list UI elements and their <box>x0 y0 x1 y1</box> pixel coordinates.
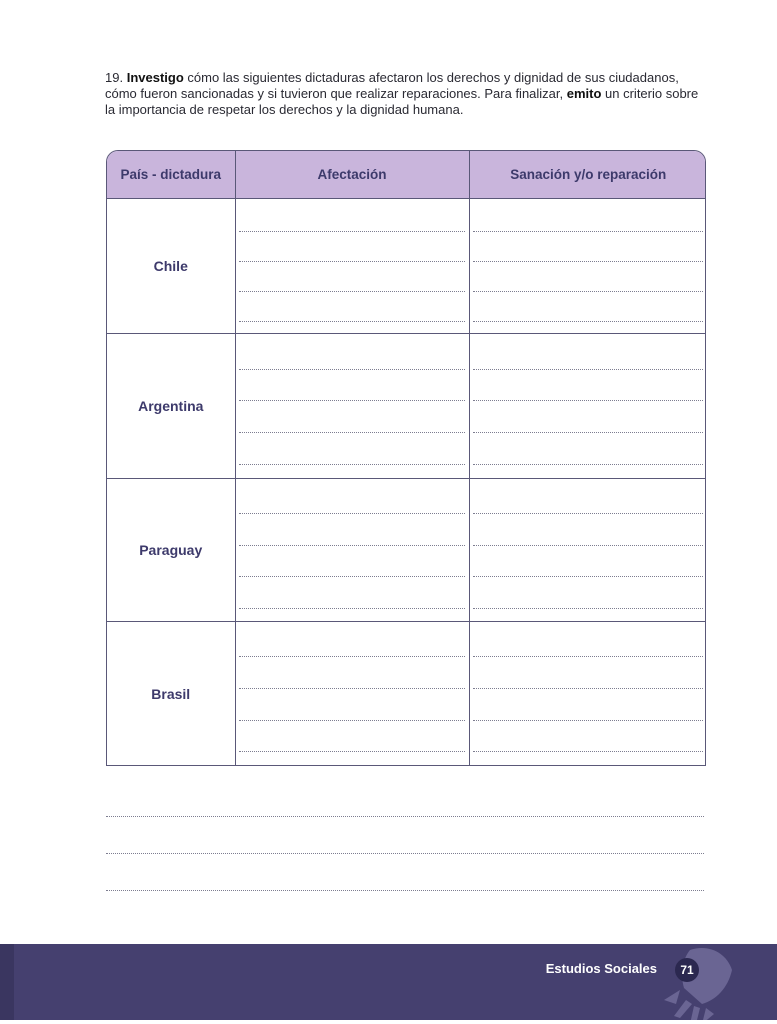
sanction-answer-cell[interactable] <box>469 478 706 621</box>
answer-dotted-line <box>239 369 465 370</box>
answer-dotted-line <box>473 464 704 465</box>
answer-dotted-line <box>239 576 465 577</box>
answer-dotted-line <box>239 261 465 262</box>
table-row <box>107 334 706 478</box>
answer-dotted-line <box>473 720 704 721</box>
answer-dotted-line <box>239 545 465 546</box>
affectation-answer-cell[interactable] <box>235 478 469 621</box>
country-cell: Chile <box>107 199 235 334</box>
header-sanction: Sanación y/o reparación <box>469 151 706 199</box>
answer-dotted-line <box>473 576 704 577</box>
rocket-icon <box>650 944 750 1020</box>
answer-dotted-line <box>239 464 465 465</box>
answer-dotted-line <box>473 688 704 689</box>
answer-dotted-line <box>473 751 704 752</box>
instruction-verb-emito: emito <box>566 86 602 101</box>
activity-instructions <box>105 70 705 118</box>
affectation-answer-cell[interactable] <box>235 622 469 765</box>
footer-side-strip <box>0 944 14 1020</box>
answer-dotted-line <box>473 513 704 514</box>
answer-dotted-line <box>473 432 704 433</box>
answer-dotted-line <box>473 608 704 609</box>
answer-dotted-line <box>473 321 704 322</box>
sanction-answer-cell[interactable] <box>469 334 706 478</box>
instruction-text-1: cómo las siguientes dictaduras afectaron los derechos y dignidad de sus ciudadanos, cómo fueron sancionadas y si tuvieron que realizar reparaciones. Para finalizar, <box>105 70 679 101</box>
answer-dotted-line <box>239 608 465 609</box>
table-row <box>107 199 706 334</box>
answer-dotted-line <box>473 291 704 292</box>
page-footer <box>0 944 777 1020</box>
page-number: 71 <box>675 958 699 982</box>
table-header-row <box>107 151 706 199</box>
answer-dotted-line <box>239 321 465 322</box>
answer-dotted-line <box>239 751 465 752</box>
subject-title: Estudios Sociales <box>545 961 657 976</box>
country-cell: Brasil <box>107 622 235 765</box>
answer-dotted-line <box>473 656 704 657</box>
country-cell: Paraguay <box>107 478 235 621</box>
instruction-verb-investigo: Investigo <box>126 70 184 85</box>
conclusion-answer-line[interactable] <box>106 890 704 891</box>
answer-dotted-line <box>473 261 704 262</box>
header-affectation: Afectación <box>235 151 469 199</box>
answer-dotted-line <box>239 432 465 433</box>
sanction-answer-cell[interactable] <box>469 199 706 334</box>
answer-dotted-line <box>239 720 465 721</box>
conclusion-answer-line[interactable] <box>106 853 704 854</box>
instruction-text-2: un criterio sobre la importancia de respetar los derechos y la dignidad humana. <box>105 86 699 117</box>
answer-dotted-line <box>239 688 465 689</box>
country-cell: Argentina <box>107 334 235 478</box>
conclusion-answer-line[interactable] <box>106 816 704 817</box>
affectation-answer-cell[interactable] <box>235 334 469 478</box>
answer-dotted-line <box>239 656 465 657</box>
answer-dotted-line <box>473 231 704 232</box>
answer-dotted-line <box>473 545 704 546</box>
answer-dotted-line <box>239 513 465 514</box>
header-country: País - dictadura <box>107 151 235 199</box>
table-row <box>107 478 706 621</box>
affectation-answer-cell[interactable] <box>235 199 469 334</box>
activity-number: 19. <box>105 70 124 85</box>
table-row <box>107 622 706 765</box>
answer-dotted-line <box>239 291 465 292</box>
answer-dotted-line <box>473 369 704 370</box>
dictatorship-table <box>106 150 706 766</box>
answer-dotted-line <box>239 400 465 401</box>
answer-dotted-line <box>473 400 704 401</box>
answer-dotted-line <box>239 231 465 232</box>
sanction-answer-cell[interactable] <box>469 622 706 765</box>
